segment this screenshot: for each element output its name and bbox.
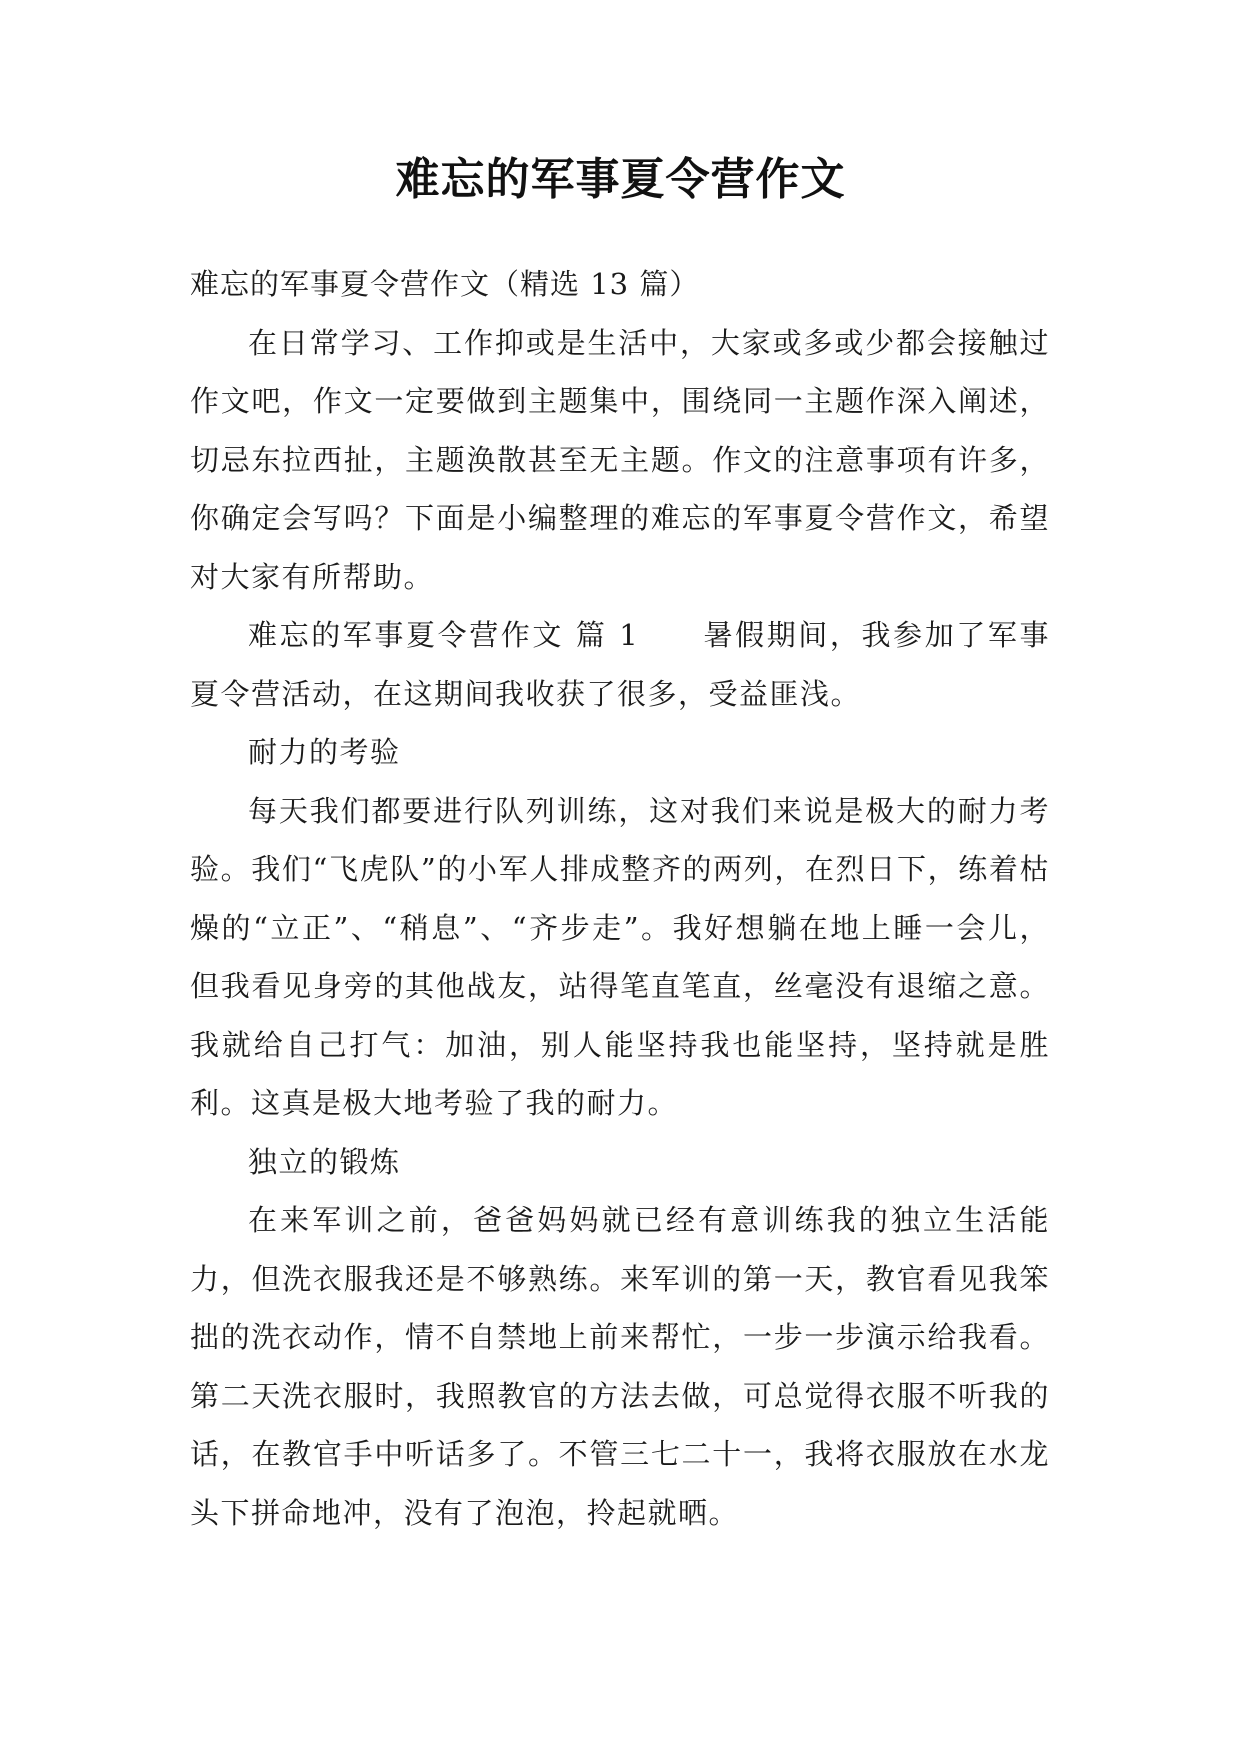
- document-subtitle: 难忘的军事夏令营作文（精选 13 篇）: [190, 267, 700, 301]
- essay-1-opening-paragraph: 难忘的军事夏令营作文 篇 1 暑假期间，我参加了军事夏令营活动，在这期间我收获了很多，受益匪浅。: [190, 618, 1050, 711]
- intro-paragraph: 在日常学习、工作抑或是生活中，大家或多或少都会接触过作文吧，作文一定要做到主题集中，围绕同一主题作深入阐述，切忌东拉西扯，主题涣散甚至无主题。作文的注意事项有许多，你确定会写吗？下面是小编整理的难忘的军事夏令营作文，希望对大家有所帮助。: [190, 325, 1050, 594]
- section-heading-independence: 独立的锻炼: [248, 1144, 401, 1179]
- document-body: [190, 255, 1050, 1542]
- section-heading-endurance: 耐力的考验: [248, 735, 401, 769]
- endurance-paragraph: 每天我们都要进行队列训练，这对我们来说是极大的耐力考验。我们“飞虎队”的小军人排成整齐的两列，在烈日下，练着枯燥的“立正”、“稍息”、“齐步走”。我好想躺在地上睡一会儿，但我看见身旁的其他战友，站得笔直笔直，丝毫没有退缩之意。我就给自己打气：加油，别人能坚持我也能坚持，坚持就是胜利。这真是极大地考验了我的耐力。: [190, 793, 1050, 1120]
- document-title: 难忘的军事夏令营作文: [395, 154, 846, 205]
- independence-paragraph: 在来军训之前，爸爸妈妈就已经有意训练我的独立生活能力，但洗衣服我还是不够熟练。来军训的第一天，教官看见我笨拙的洗衣动作，情不自禁地上前来帮忙，一步一步演示给我看。第二天洗衣服时，我照教官的方法去做，可总觉得衣服不听我的话，在教官手中听话多了。不管三七二十一，我将衣服放在水龙头下拼命地冲，没有了泡泡，拎起就晒。: [190, 1203, 1050, 1530]
